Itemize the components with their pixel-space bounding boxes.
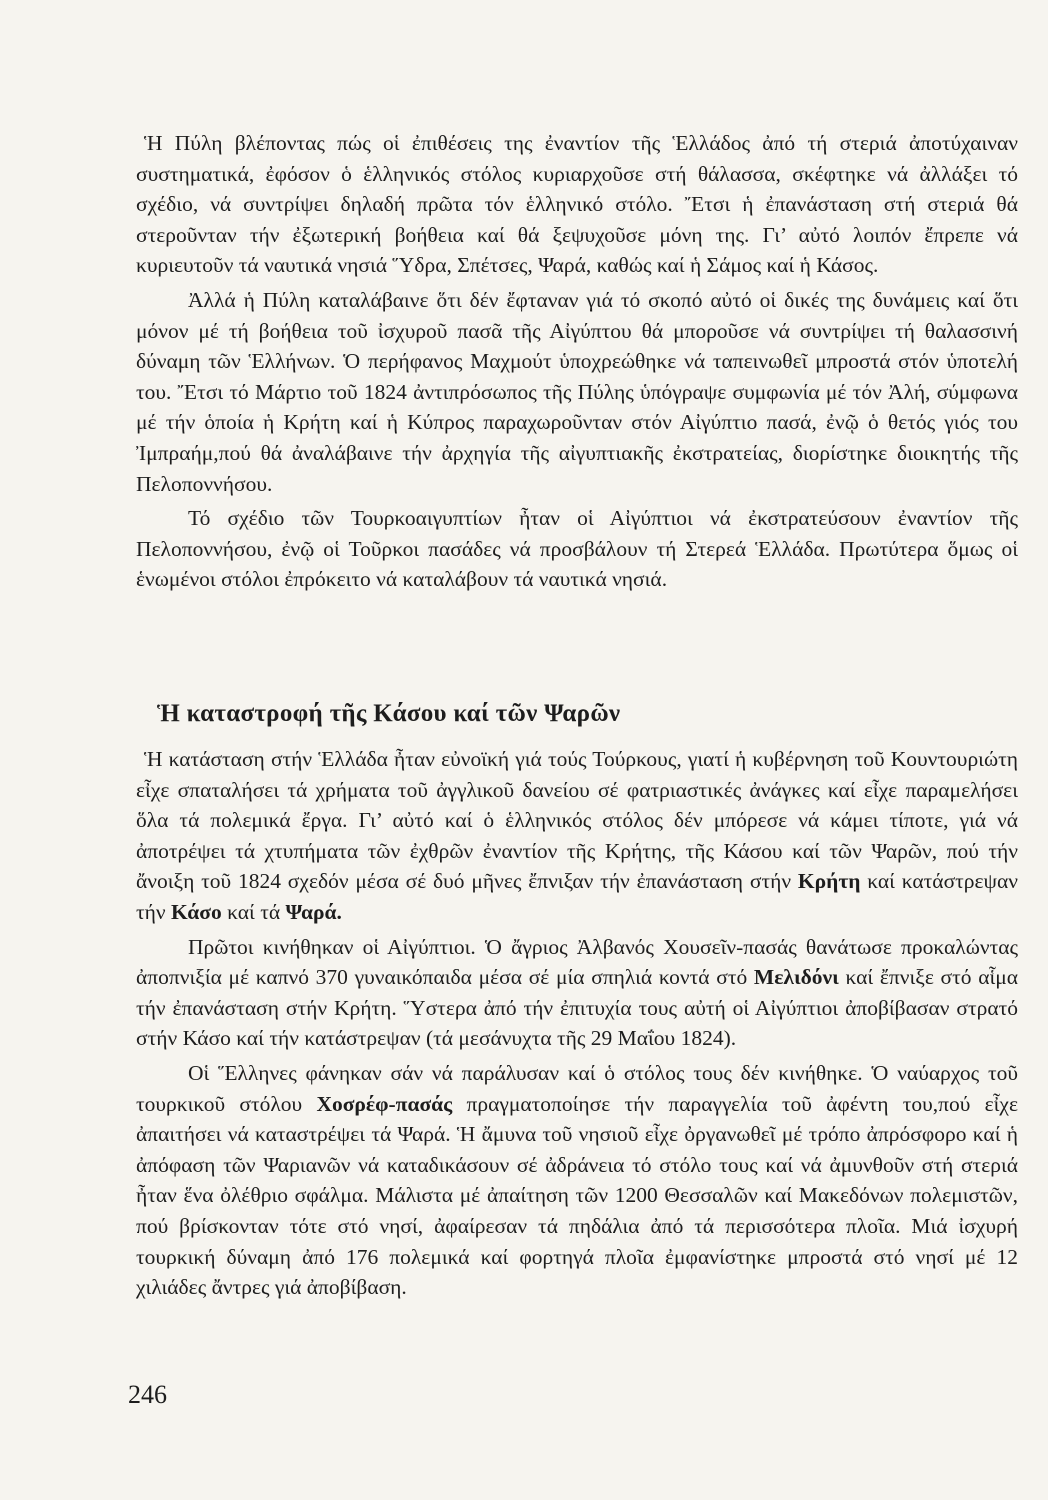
section-heading: Ἡ καταστροφή τῆς Κάσου καί τῶν Ψαρῶν bbox=[157, 700, 621, 727]
paragraph-3: Τό σχέδιο τῶν Τουρκοαιγυπτίων ἦταν οἱ Αἰγύπτιοι νά ἐκστρατεύσουν ἐναντίον τῆς Πελοποννήσου, ἐνῷ οἱ Τοῦρκοι πασάδες νά προσβάλουν τή Στερεά Ἑλλάδα. Πρωτύτερα ὅμως οἱ ἑνωμένοι στόλοι ἐπρόκειτο νά καταλάβουν τά ναυτικά νησιά. bbox=[136, 506, 1018, 592]
paragraph-4: Ἡ κατάσταση στήν Ἑλλάδα ἦταν εὐνοϊκή γιά τούς Τούρκους, γιατί ἡ κυβέρνηση τοῦ Κουντουριώτη εἶχε σπαταλήσει τά χρήματα τοῦ ἀγγλικοῦ δανείου σέ φατριαστικές ἀνάγκες καί εἶχε παραμελήσει ὅλα τά πολεμικά ἔργα. Γι’ αὐτό καί ὁ ἑλληνικός στόλος δέν μπόρεσε νά κάμει τίποτε, γιά νά ἀποτρέψει τά χτυπήματα τῶν ἐχθρῶν ἐναντίον τῆς Κρήτης, τῆς Κάσου καί τῶν Ψαρῶν, πού τήν ἄνοιξη τοῦ 1824 σχεδόν μέσα σέ δυό μῆνες ἔπνιξαν τήν ἐπανάσταση στήν Κρήτη καί κατάστρεψαν τήν Κάσο καί τά Ψαρά. bbox=[136, 747, 1018, 924]
bold-term: Κρήτη bbox=[797, 869, 861, 894]
bold-term: Ψαρά. bbox=[285, 899, 342, 924]
paragraph-2: Ἀλλά ἡ Πύλη καταλάβαινε ὅτι δέν ἔφταναν γιά τό σκοπό αὐτό οἱ δικές της δυνάμεις καί ὅτι μόνον μέ τή βοήθεια τοῦ ἰσχυροῦ πασᾶ τῆς Αἰγύπτου θά μποροῦσε νά συντρίψει τή θαλασσινή δύναμη τῶν Ἑλλήνων. Ὁ περήφανος Μαχμούτ ὑποχρεώθηκε νά ταπεινωθεῖ μπροστά στόν ὑποτελή του. Ἔτσι τό Μάρτιο τοῦ 1824 ἀντιπρόσωπος τῆς Πύλης ὑπόγραψε συμφωνία μέ τόν Ἀλή, σύμφωνα μέ τήν ὁποία ἡ Κρήτη καί ἡ Κύπρος παραχωροῦνταν στόν Αἰγύπτιο πασά, ἐνῷ ὁ θετός γιός του Ἰμπραήμ,πού θά ἀναλάβαινε τήν ἀρχηγία τῆς αἰγυπτιακῆς ἐκστρατείας, διορίστηκε διοικητής τῆς Πελοποννήσου. bbox=[136, 287, 1018, 496]
page-number: 246 bbox=[128, 1380, 167, 1409]
section-kasos-psara bbox=[136, 744, 1018, 1307]
section-intro bbox=[136, 128, 1018, 599]
paragraph-6: Οἱ Ἕλληνες φάνηκαν σάν νά παράλυσαν καί ὁ στόλος τους δέν κινήθηκε. Ὁ ναύαρχος τοῦ τουρκικοῦ στόλου Χοσρέφ-πασάς πραγματοποίησε τήν παραγγελία τοῦ ἀφέντη του,πού εἶχε ἀπαιτήσει νά καταστρέψει τά Ψαρά. Ἡ ἄμυνα τοῦ νησιοῦ εἶχε ὀργανωθεῖ μέ τρόπο ἀπρόσφορο καί ἡ ἀπόφαση τῶν Ψαριανῶν νά καταδικάσουν σέ ἀδράνεια τό στόλο τους καί νά ἀμυνθοῦν στή στεριά ἦταν ἕνα ὀλέθριο σφάλμα. Μάλιστα μέ ἀπαίτηση τῶν 1200 Θεσσαλῶν καί Μακεδόνων πολεμιστῶν, πού βρίσκονταν τότε στό νησί, ἀφαίρεσαν τά πηδάλια ἀπό τά περισσότερα πλοῖα. Μιά ἰσχυρή τουρκική δύναμη ἀπό 176 πολεμικά καί φορτηγά πλοῖα ἐμφανίστηκε μπροστά στό νησί μέ 12 χιλιάδες ἄντρες γιά ἀποβίβαση. bbox=[136, 1060, 1018, 1300]
bold-term: Μελιδόνι bbox=[753, 965, 839, 990]
paragraph-1: Ἡ Πύλη βλέποντας πώς οἱ ἐπιθέσεις της ἐναντίον τῆς Ἑλλάδος ἀπό τή στεριά ἀποτύχαιναν συστηματικά, ἐφόσον ὁ ἑλληνικός στόλος κυριαρχοῦσε στή θάλασσα, σκέφτηκε νά ἀλλάξει τό σχέδιο, νά συντρίψει δηλαδή πρῶτα τόν ἑλληνικό στόλο. Ἔτσι ἡ ἐπανάσταση στή στεριά θά στεροῦνταν τήν ἐξωτερική βοήθεια καί θά ξεψυχοῦσε μόνη της. Γι’ αὐτό λοιπόν ἔπρεπε νά κυριευτοῦν τά ναυτικά νησιά Ὕδρα, Σπέτσες, Ψαρά, καθώς καί ἡ Σάμος καί ἡ Κάσος. bbox=[136, 131, 1018, 278]
bold-term: Κάσο bbox=[170, 899, 222, 924]
bold-term: Χοσρέφ-πασάς bbox=[316, 1091, 453, 1116]
paragraph-5: Πρῶτοι κινήθηκαν οἱ Αἰγύπτιοι. Ὁ ἄγριος Ἀλβανός Χουσεῖν-πασάς θανάτωσε προκαλώντας ἀποπνιξία μέ καπνό 370 γυναικόπαιδα μέσα σέ μία σπηλιά κοντά στό Μελιδόνι καί ἔπνιξε στό αἷμα τήν ἐπανάσταση στήν Κρήτη. Ὕστερα ἀπό τήν ἐπιτυχία τους αὐτή οἱ Αἰγύπτιοι ἀποβίβασαν στρατό στήν Κάσο καί τήν κατάστρεψαν (τά μεσάνυχτα τῆς 29 Μαΐου 1824). bbox=[136, 934, 1019, 1051]
